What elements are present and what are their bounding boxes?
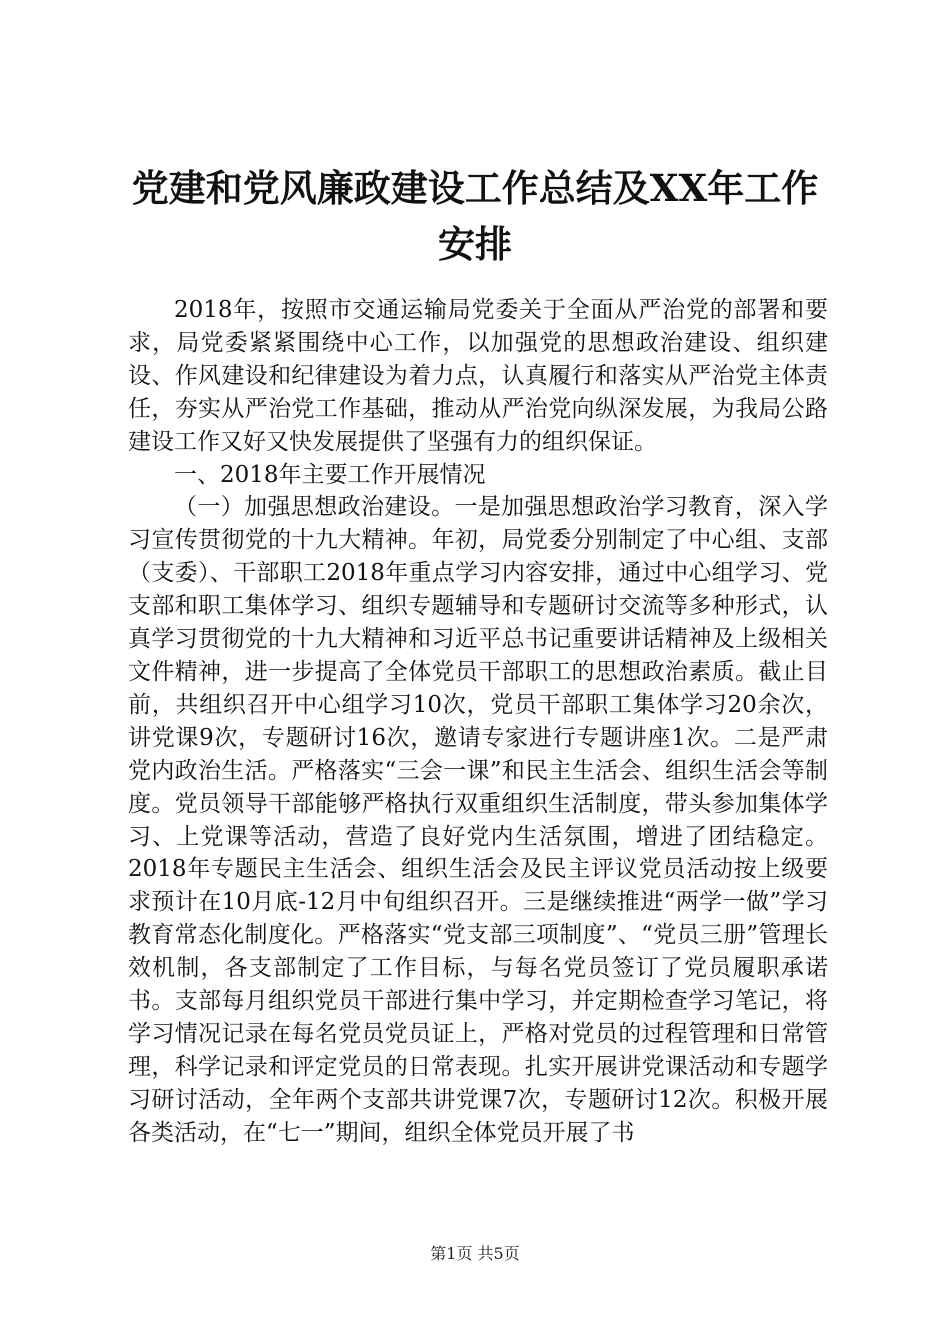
- document-body: [128, 294, 828, 1150]
- intro-paragraph: 2018年，按照市交通运输局党委关于全面从严治党的部署和要求，局党委紧紧围绕中心工作，以加强党的思想政治建设、组织建设、作风建设和纪律建设为着力点，认真履行和落实从严治党主体责任，夯实从严治党工作基础，推动从严治党向纵深发展，为我局公路建设工作又好又快发展提供了坚强有力的组织保证。: [128, 297, 828, 455]
- section-heading: 一、2018年主要工作开展情况: [174, 461, 486, 488]
- body-paragraph: （一）加强思想政治建设。一是加强思想政治学习教育，深入学习宣传贯彻党的十九大精神。年初，局党委分别制定了中心组、支部（支委）、干部职工2018年重点学习内容安排，通过中心组学习、党支部和职工集体学习、组织专题辅导和专题研讨交流等多种形式，认真学习贯彻党的十九大精神和习近平总书记重要讲话精神及上级相关文件精神，进一步提高了全体党员干部职工的思想政治素质。截止目前，共组织召开中心组学习10次，党员干部职工集体学习20余次，讲党课9次，专题研讨16次，邀请专家进行专题讲座1次。二是严肃党内政治生活。严格落实“三会一课”和民主生活会、组织生活会等制度。党员领导干部能够严格执行双重组织生活制度，带头参加集体学习、上党课等活动，营造了良好党内生活氛围，增进了团结稳定。2018年专题民主生活会、组织生活会及民主评议党员活动按上级要求预计在10月底-12月中旬组织召开。三是继续推进“两学一做”学习教育常态化制度化。严格落实“党支部三项制度”、“党员三册”管理长效机制，各支部制定了工作目标，与每名党员签订了党员履职承诺书。支部每月组织党员干部进行集中学习，并定期检查学习笔记，将学习情况记录在每名党员党员证上，严格对党员的过程管理和日常管理，科学记录和评定党员的日常表现。扎实开展讲党课活动和专题学习研讨活动，全年两个支部共讲党课7次，专题研讨12次。积极开展各类活动，在“七一”期间，组织全体党员开展了书: [128, 494, 828, 1146]
- page-number: 第1页 共5页: [430, 1244, 520, 1263]
- document-title: 党建和党风廉政建设工作总结及XX年工作安排: [131, 166, 819, 266]
